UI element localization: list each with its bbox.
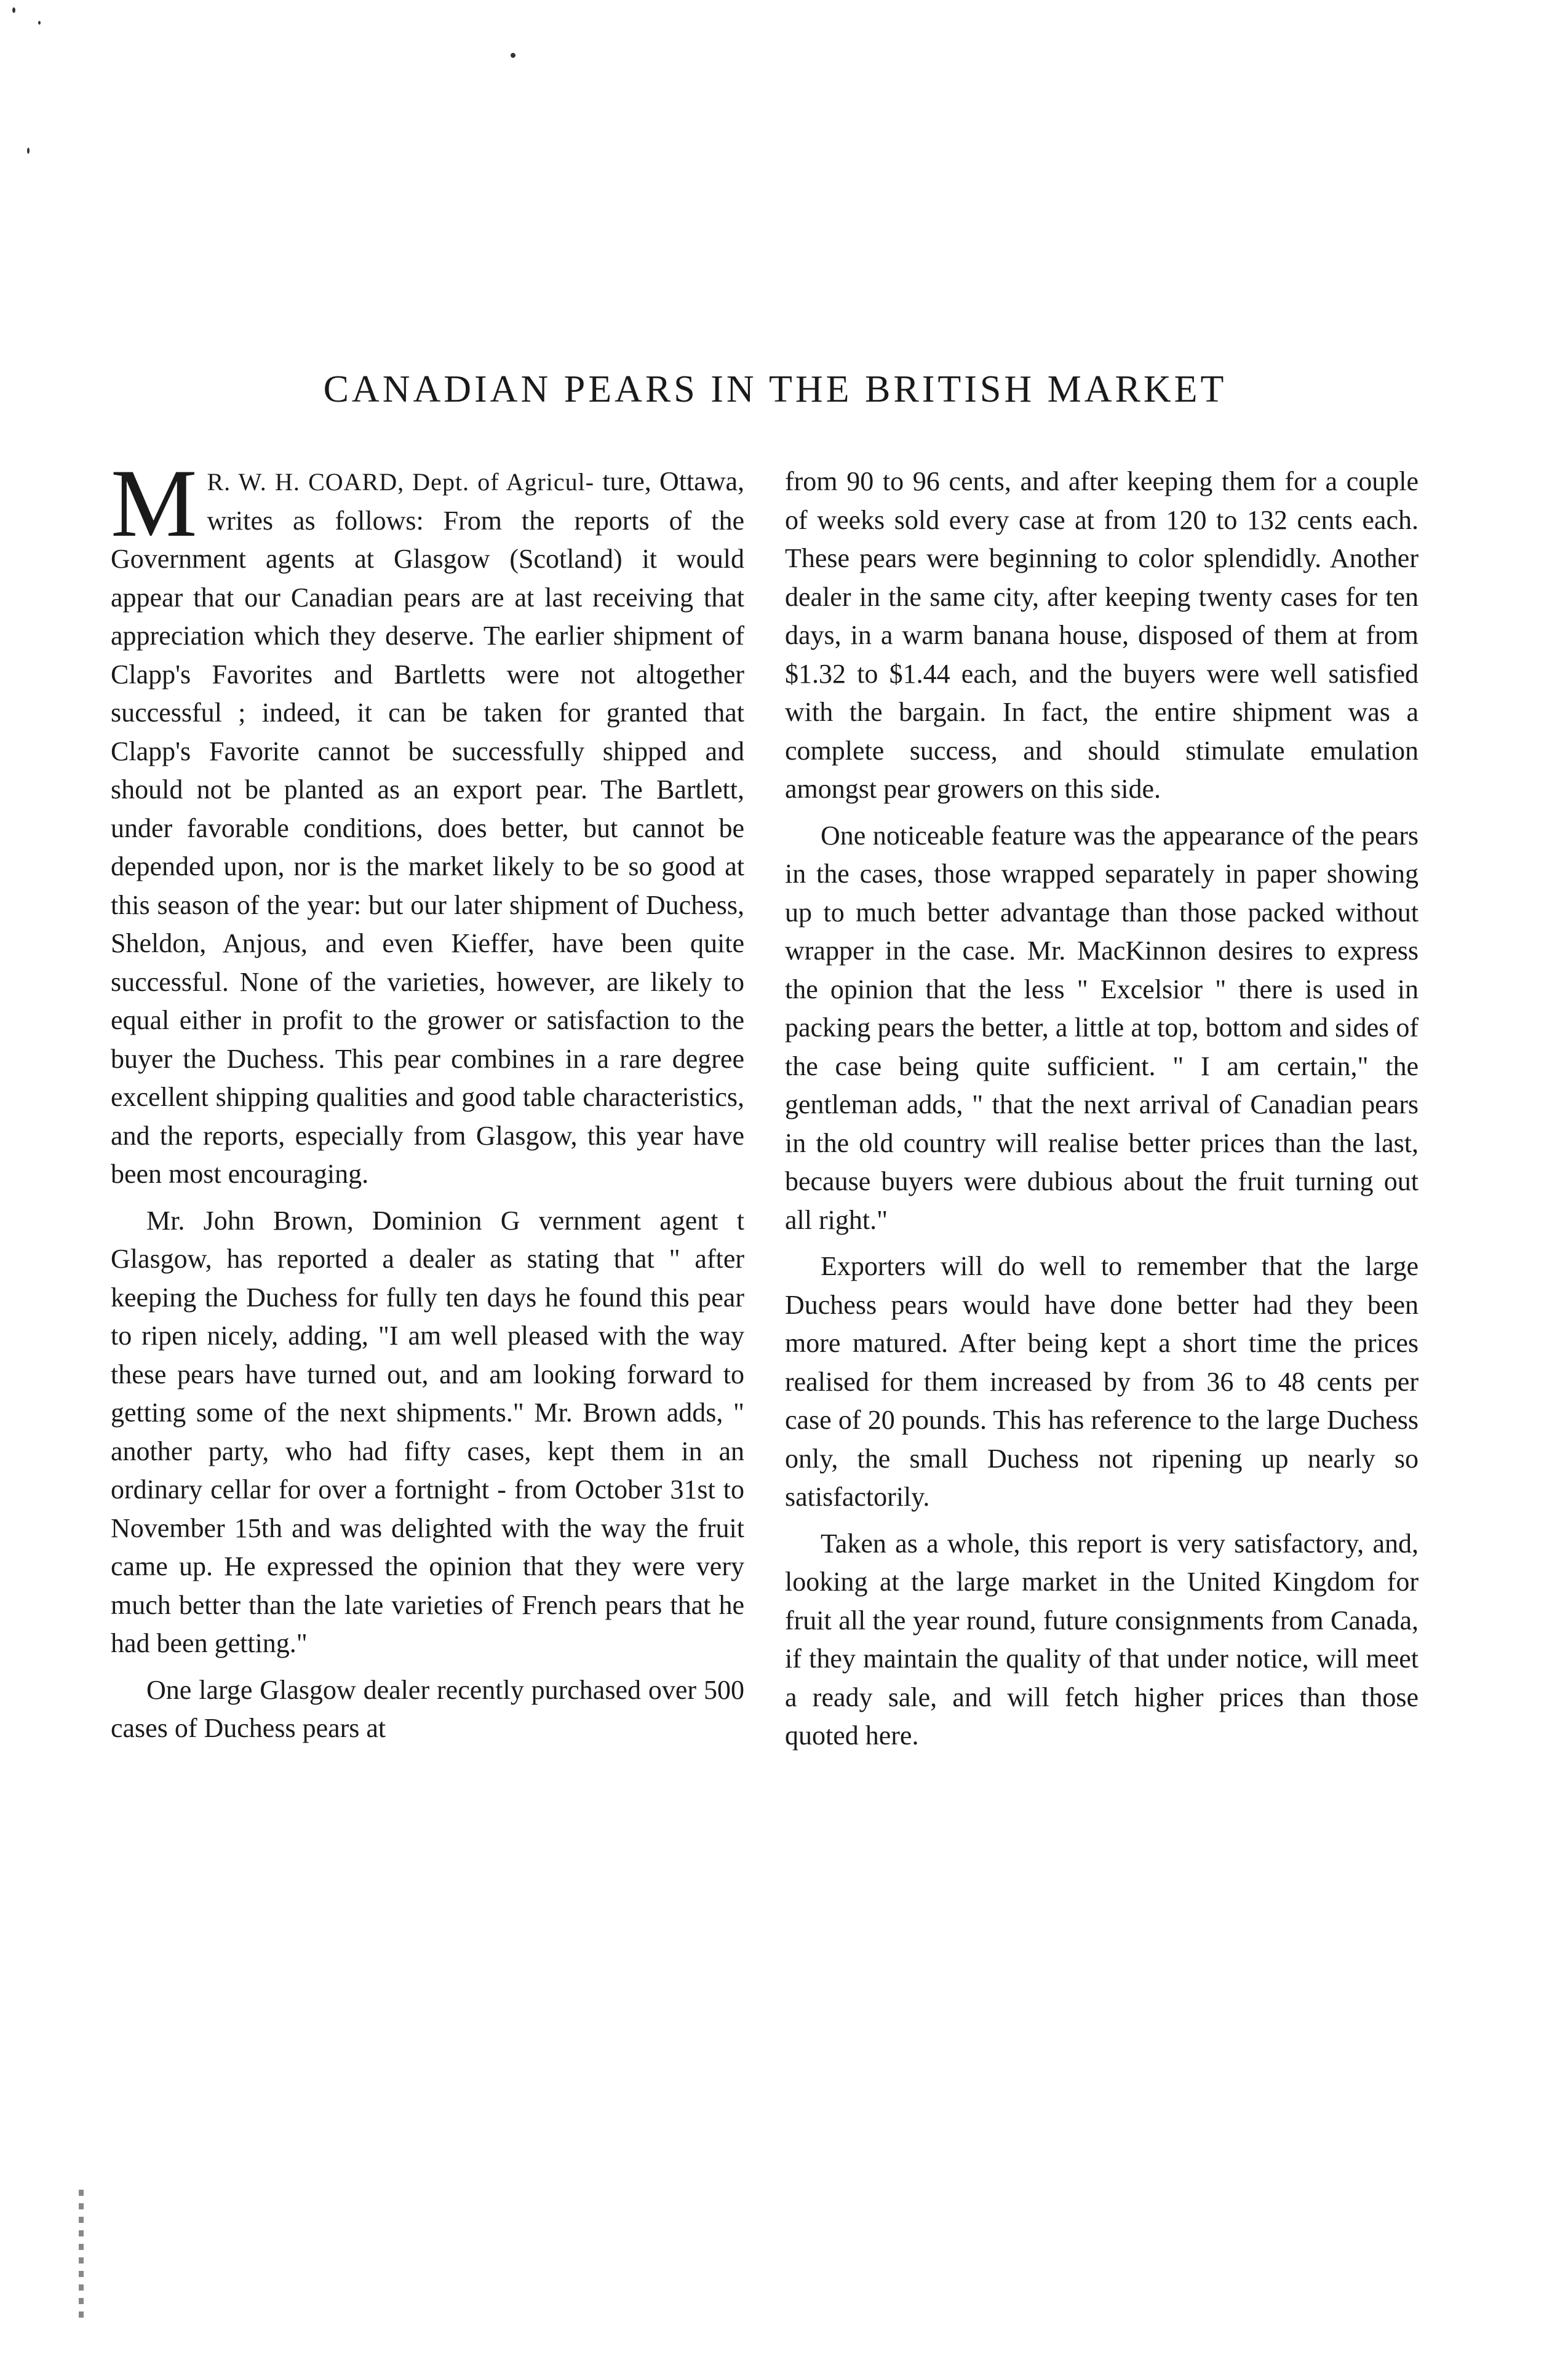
margin-marks: [79, 2190, 84, 2325]
article-title: CANADIAN PEARS IN THE BRITISH MARKET: [323, 368, 1227, 410]
left-column: [111, 450, 745, 1756]
paragraph: One large Glasgow dealer recently purchased over 500 cases of Duchess pears at: [111, 1674, 744, 1743]
paragraph-text: ture, Ottawa, writes as follows: From the reports of the Government agents at Glasgow (Scotland) it would appear that our Canadian pears are at last receiving that appreciation which they deserve. The earlier shipment of Clapp's Favorites and Bartletts were not altogether successful ; indeed, it can be taken for granted that Clapp's Favorite cannot be successfully shipped and should not be planted as an export pear. The Bartlett, under favorable conditions, does better, but cannot be depended upon, nor is the market likely to be so good at this season of the year: but our later shipment of Duchess, Sheldon, Anjous, and even Kieffer, have been quite successful. None of the varieties, however, are likely to equal either in profit to the grower or satisfaction to the buyer the Duchess. This pear combines in a rare degree excellent shipping qualities and good table characteristics, and the reports, especially from Glasgow, this year have been most encouraging.: [111, 466, 745, 1189]
paragraph: from 90 to 96 cents, and after keeping them for a couple of weeks sold every case at from 120 to 132 cents each. These pears were beginning to color splendidly. Another dealer in the same city, after keeping twenty cases for ten days, in a warm banana house, disposed of them at from $1.32 to $1.44 each, and the buyers were well satisfied with the bargain. In fact, the entire shipment was a complete success, and should stimulate emulation amongst pear growers on this side.: [785, 466, 1419, 804]
drop-cap: M: [111, 450, 197, 557]
paragraph-first-line: R. W. H. COARD, Dept. of Agricul-: [207, 468, 595, 496]
right-column: [785, 463, 1419, 1763]
paragraph: [111, 450, 745, 1194]
scan-speck: [511, 53, 515, 58]
paragraph: Mr. John Brown, Dominion G vernment agent t Glasgow, has reported a dealer as stating that " after keeping the Duchess for fully ten days he found this pear to ripen nicely, adding, "I am well pleased with the way these pears have turned out, and am looking forward to getting some of the next shipments." Mr. Brown adds, " another party, who had fifty cases, kept them in an ordinary cellar for over a fortnight - from October 31st to November 15th and was delighted with the way the fruit came up. He expressed the opinion that they were very much better than the late varieties of French pears that he had been getting.": [111, 1205, 744, 1658]
paragraph: Exporters will do well to remember that the large Duchess pears would have done better had they been more matured. After being kept a short time the prices realised for them increased by from 36 to 48 cents per case of 20 pounds. This has reference to the large Duchess only, the small Duchess not ripening up nearly so satisfactorily.: [785, 1251, 1419, 1512]
paragraph: One noticeable feature was the appearance of the pears in the cases, those wrapped separately in paper showing up to much better advantage than those packed without wrapper in the case. Mr. MacKinnon desires to express the opinion that the less " Excelsior " there is used in packing pears the better, a little at top, bottom and sides of the case being quite sufficient. " I am certain," the gentleman adds, " that the next arrival of Canadian pears in the old country will realise better prices than the last, because buyers were dubious about the fruit turning out all right.": [785, 820, 1419, 1235]
scan-speck: [27, 148, 30, 154]
scan-speck: [38, 21, 41, 25]
paragraph: Taken as a whole, this report is very satisfactory, and, looking at the large market in the United Kingdom for fruit all the year round, future consignments from Canada, if they maintain the quality of that under notice, will meet a ready sale, and will fetch higher prices than those quoted here.: [785, 1528, 1419, 1751]
scan-speck: [12, 7, 15, 13]
